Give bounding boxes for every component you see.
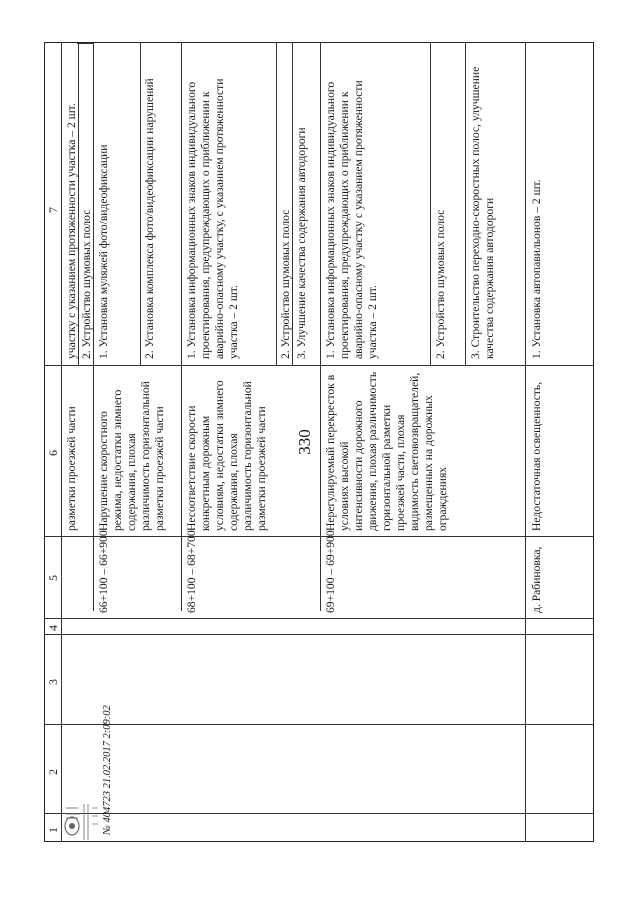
row1-col7-a: участку с указанием протяженности участка – 2 шт. (65, 103, 78, 359)
document-registration-number: № 404723 21.02.2017 2:09:02 (102, 705, 113, 835)
row3-col6: Несоответствие скорости конкретным дорожным условиям, недостатки зимнего содержания, плохая различимость горизонтальной разметки проезжей части (185, 380, 268, 531)
row2-col7-b: 2. Установка комплекса фото/видеофиксации нарушений (143, 78, 156, 359)
row2-col7-a: 1. Установка муляжей фото/видеофиксации (97, 144, 110, 359)
row4-col5: 69+100 – 69+900 (324, 530, 337, 613)
header-separator (61, 43, 62, 841)
row1-col7-b: 2. Устройство шумовых полос (80, 209, 93, 359)
row-boundary-4 (525, 43, 526, 841)
row3-col5: 68+100 – 68+700 (185, 530, 198, 613)
colnum-1: 1 (46, 827, 60, 833)
col-boundary-6-7 (45, 365, 593, 366)
row3-col7-a: 1. Установка информационных знаков индивидуального проектирования, предупреждающих о приближении к аварийно-опасному участку, с указанием протяженности участка – 2 шт. (185, 78, 240, 359)
col7-subrow-2 (140, 43, 141, 365)
colnum-7: 7 (46, 207, 60, 213)
row-boundary-3 (320, 43, 321, 611)
col-boundary-3-4 (45, 634, 593, 635)
subrow-line (77, 43, 93, 44)
colnum-5: 5 (46, 575, 60, 581)
row4-col7-c: 3. Строительство переходно-скоростных полос, улучшение качества содержания автодороги (469, 66, 496, 359)
row3-col7-c: 3. Улучшение качества содержания автодороги (295, 127, 308, 359)
col-boundary-5-6 (45, 536, 593, 537)
registration-stamp-icon (58, 796, 104, 844)
col-boundary-1-2 (45, 813, 593, 814)
row1-col6: разметки проезжей части (65, 406, 78, 531)
page-number: 330 (295, 429, 314, 455)
colnum-6: 6 (46, 450, 60, 456)
col-boundary-2-3 (45, 724, 593, 725)
row4-col7-a: 1. Установка информационных знаков индивидуального проектирования, предупреждающих о приближении к аварийно-опасному участку с указанием протяженности участка – 2 шт. (324, 80, 379, 359)
col7-subrow-5 (430, 43, 431, 365)
row2-col5: 66+100 – 66+900 (97, 530, 110, 613)
col7-subrow-6 (465, 43, 466, 365)
colnum-3: 3 (46, 679, 60, 685)
col7-subrow-3 (276, 43, 277, 365)
row-boundary-2 (181, 43, 182, 611)
row5-col6: Недостаточная освещенность, (530, 381, 543, 531)
row3-col7-b: 2. Устройство шумовых полос (279, 209, 292, 359)
row5-col7: 1. Установка автопавильонов – 2 шт. (530, 179, 543, 359)
row5-col5: д. Рабиновка, (530, 546, 543, 613)
data-table (44, 42, 594, 842)
row2-col6: Нарушение скоростного режима, недостатки зимнего содержания, плохая различимость горизонтальной разметки проезжей части (97, 381, 166, 531)
colnum-2: 2 (46, 769, 60, 775)
col-boundary-4-5 (45, 618, 593, 619)
row4-col6: Нерегулируемый перекресток в условиях высокой интенсивности дорожного движения, плохая различимость горизонтальной разметки проезжей части, плохая видимость световозвращателей, размещенных на дорожных ограждениях (324, 371, 449, 531)
colnum-4: 4 (46, 625, 60, 631)
row4-col7-b: 2. Устройство шумовых полос (434, 209, 447, 359)
